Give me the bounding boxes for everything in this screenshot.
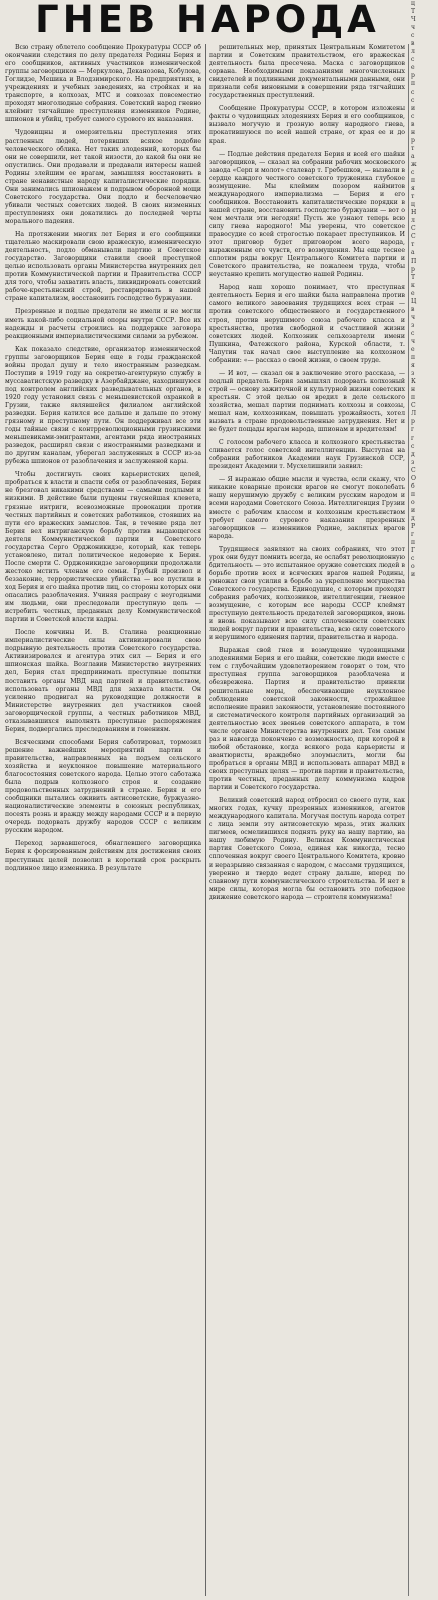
left-column-paragraph: Всю страну облетело сообщение Прокуратуры СССР об окончании следствия по делу предателя Родины Берия и его сообщников, активных участников изменнической группы заговорщиков — Меркулова, Деканозова, Кобулова, Гоглидзе, Мешика и Влодзимирского. На предприятиях, в учреждениях и учебных заведениях, на стройках и на транспорте, в колхозах, МТС и совхозах повсеместно проходят многолюдные собрания. Советский народ гневно клеймит тягчайшие преступления изменников Родине, шпионов и убийц, требует самого сурового их наказания. [5, 44, 201, 124]
left-column-paragraph: Как показало следствие, организатор изменнической группы заговорщиков Берия еще в годы гражданской войны продал душу и тело иностранным разведкам. Поступив в 1919 году на секретно-агентурную службу в муссаватистскую разведку в Азербайджане, находившуюся под контролем английских разведывательных органов, в 1920 году установил связь с меньшевистской охранкой в Грузии, также являвшейся филиалом английской разведки. Берия катился все дальше и дальше по этому грязному и преступному пути. Он поддерживал все эти годы тайные связи с контрреволюционными грузинскими меньшевиками-эмигрантами, агентами ряда иностранных разведок, расширял связи с иностранными разведками и по другим каналам, уберегал заслуженных в СССР из-за рубежа шпионов от разоблачения и заслуженной кары. [5, 345, 201, 466]
edge-fragment: в [411, 40, 415, 48]
edge-fragment: л [411, 48, 415, 56]
edge-fragment: К [411, 378, 416, 386]
middle-column-paragraph: Народ наш хорошо понимает, что преступная деятельность Берия и его шайки была направлена против самого великого завоевания трудящихся всех стран — против советского общественного и государственного строя, против нерушимого союза рабочего класса и крестьянства, против свободной и счастливой жизни советских людей. Колхозник сельхозартели имени Пушкина, Фатежского района, Курской области, т. Чапутин так начал свое выступление на колхозном собрании: «— рассказ о своей жизни, о своем труде. [209, 284, 405, 364]
edge-fragment: р [411, 136, 415, 144]
edge-fragment: р [411, 418, 415, 426]
left-column-paragraph: Переход зарвавшегося, обнаглевшего заговорщика Берия к форсированным действиям для достижения своих преступных целей позволил в короткий срок раскрыть подлинное лицо изменника. В результате [5, 840, 201, 872]
edge-fragment: и [411, 506, 416, 514]
edge-fragment: т [411, 144, 415, 152]
edge-fragment: с [411, 32, 415, 40]
edge-fragment: я [411, 362, 415, 370]
edge-fragment: д [411, 450, 415, 458]
edge-fragment: Ц [411, 297, 417, 305]
edge-fragment: Н [411, 209, 417, 217]
edge-fragment: ц [411, 0, 415, 7]
middle-column-paragraph: — И вот, — сказал он в заключение этого рассказа, — подлый предатель Берия замышлял подорвать колхозный строй — основу зажиточной и культурной жизни советских крестьян. С этой целью он вредил в деле сельского хозяйства, мешал партии поднимать колхозы и совхозы, мешал нам, колхозникам, повышать урожайность, хотел вызвать в стране продовольственные затруднения. Нет и не будет пощады врагам народа, шпионам и вредителям! [209, 369, 405, 434]
edge-fragment: в [411, 120, 415, 128]
adjacent-column-fragment [411, 0, 438, 1600]
headline: ГНЕВ НАРОДА [35, 0, 380, 41]
middle-column-paragraph: — Я выражаю общие мысли и чувства, если скажу, что никакие коварные происки врагов не смогут поколебать нашу нерушимую дружбу с великим русским народом и всеми народами Советского Союза. Интеллигенция Грузии вместе с рабочим классом и колхозным крестьянством требует самого сурового наказания презренных заговорщиков — изменников Родине, заклятых врагов народа. [209, 476, 405, 540]
edge-fragment: п [411, 177, 416, 185]
left-column-paragraph: Всяческими способами Берия саботировал, тормозил решение важнейших мероприятий партии и правительства, направленных на подъем сельского хозяйства и неуклонное повышение материального благосостояния советского народа. Целью этого саботажа была подрыв колхозного строя и создание продовольственных затруднений в стране. Берия и его сообщники пытались оживить антисоветские, буржуазно-националистические элементы в союзных республиках, посеять рознь и вражду между народами СССР и в первую очередь подорвать дружбу народов СССР с великим русским народом. [5, 738, 201, 835]
edge-fragment: е [411, 289, 415, 297]
middle-column-paragraph: — Подлые действия предателя Берия и всей его шайки заговорщиков, — сказал на собрании рабочих московского завода «Серп и молот» сталевар т. Гребешков, — вызвали в сердце каждого честного советского труженика глубокое возмущение. Мы клеймим позором наймитов международного империализма — Берия и его сообщников. Восстановить капиталистические порядки в нашей стране, восстановить господство буржуазии — вот о чем мечтали эти негодяи! Пусть же узнают теперь всю силу гнева народного! Мы уверены, что советское правосудие со всей строгостью покарает преступников. И этот приговор будет приговором всего народа, выраженным его чувств, его возмущения. Мы еще теснее сплотим ряды вокруг Центрального Комитета партии и Советского правительства, не пожалеем труда, чтобы неустанно крепить могущество нашей Родины. [209, 150, 405, 279]
edge-fragment: з [411, 458, 415, 466]
edge-fragment: г [411, 434, 415, 442]
edge-fragment: л [411, 217, 415, 225]
edge-fragment: в [411, 305, 415, 313]
edge-fragment: п [411, 539, 416, 547]
left-column-paragraph: Чтобы достигнуть своих карьеристских целей, пробраться к власти и спасти себя от разоблачения, Берия не брезговал никакими средствами — самыми подлыми и низкими. В действие были пущены гнуснейшая клевета, грязные интриги, всевозможные провокации против честных партийных и советских работников, стоявших на пути его вражеских замыслов. Так, в течение ряда лет Берия вел интриганскую борьбу против выдающегося деятеля Коммунистической партии и Советского государства Серго Орджоникидзе, который, как теперь установлено, питал политическое недоверие к Берия. После смерти С. Орджоникидзе заговорщики продолжали жестоко мстить членам его семьи. Грубый произвол и беззаконие, террористические убийства — все пустили в ход Берия и его шайка против лиц, со стороны которых они опасались разоблачения. Учиняя расправу с неугодными им людьми, они преследовали преступную цель — истребить честных, преданных делу Коммунистической партии и Советской власти кадры. [5, 471, 201, 624]
edge-fragment: с [411, 442, 415, 450]
middle-column-paragraph: решительных мер, принятых Центральным Комитетом партии и Советским правительством, его вражеская деятельность была пресечена. Маска с заговорщиков сорвана. Необходимыми показаниями многочисленных свидетелей и подлинными документальными данными, они признали себя виновными в совершении ряда тягчайших государственных преступлений. [209, 44, 405, 100]
edge-fragment: п [411, 354, 416, 362]
edge-fragment: а [411, 152, 415, 160]
edge-fragment: с [411, 56, 415, 64]
edge-fragment: и [411, 571, 416, 579]
edge-fragment: и [411, 104, 416, 112]
edge-fragment: с [411, 555, 415, 563]
edge-fragment: Р [411, 523, 416, 531]
edge-fragment: ц [411, 201, 415, 209]
edge-fragment: Т [411, 8, 416, 16]
edge-fragment: Ч [411, 16, 416, 24]
edge-fragment: р [411, 72, 415, 80]
edge-fragment: з [411, 370, 415, 378]
edge-fragment: г [411, 426, 415, 434]
edge-fragment: п [411, 80, 416, 88]
edge-fragment: т [411, 193, 415, 201]
article-column-middle [209, 44, 405, 1596]
edge-fragment: ч [411, 24, 416, 32]
edge-fragment: П [411, 257, 417, 265]
edge-fragment: о [411, 498, 415, 506]
edge-fragment: с [411, 168, 415, 176]
edge-fragment: з [411, 321, 415, 329]
edge-fragment: С [411, 225, 416, 233]
edge-fragment: ж [411, 160, 417, 168]
edge-fragment: е [411, 64, 415, 72]
middle-column-paragraph: Трудящиеся заявляют на своих собраниях, что этот урок они будут помнить всегда, не ослабят революционную бдительность — это испытанное оружие советских людей в борьбе против всех и всяческих врагов нашей Родины, умножат свои усилия в борьбе за укрепление могущества Советского государства. Единодушие, с которым проходят собрания рабочих, колхозников, интеллигенции, гневное возмущение, с которым все народы СССР клеймят преступную деятельность предателей заговорщиков, вновь и вновь показывают всю силу сплоченности советских людей вокруг партии и правительства, всю силу советского и нерушимого единения партии, правительства и народа. [209, 545, 405, 642]
edge-fragment: С [411, 402, 416, 410]
edge-fragment: г [411, 531, 415, 539]
middle-column-paragraph: Сообщение Прокуратуры СССР, в котором изложены факты о чудовищных злодеяниях Берия и его сообщников, вызвало могучую и грозную волну народного гнева, прокатившуюся по всей нашей стране, от края ее и до края. [209, 105, 405, 145]
middle-column-paragraph: Великий советский народ отбросил со своего пути, как многих годах, кучку презренных изменников, агентов международного капитала. Могучая поступь народа сотрет с лица земли эту антисоветскую мразь, этих жалких пигмеев, осмелившихся поднять руку на нашу партию, на нашу любимую Родину. Великая Коммунистическая партия Советского Союза, единая как никогда, тесно сплоченная вокруг своего Центрального Комитета, кровно и неразрывно связанная с народом, с массами трудящихся, уверенно и твердо ведет страну дальше, вперед по славному пути коммунистического строительства. И нет в мире силы, которая могла бы остановить это победное движение советского народа — строителя коммунизма! [209, 797, 405, 901]
article-column-left [5, 44, 201, 1596]
edge-fragment: ч [411, 337, 416, 345]
edge-fragment: н [411, 386, 416, 394]
edge-fragment: С [411, 466, 416, 474]
edge-fragment: е [411, 346, 415, 354]
edge-fragment: р [411, 265, 415, 273]
edge-fragment: О [411, 474, 416, 482]
middle-column-paragraph: С голосом рабочего класса и колхозного крестьянства сливается голос советской интеллигенции. Выступая на собрании работников Академии наук Грузинской ССР, президент Академии т. Мусхелишвили заявил: [209, 439, 405, 471]
edge-fragment: Т [411, 273, 416, 281]
edge-fragment: п [411, 490, 416, 498]
edge-fragment: а [411, 249, 415, 257]
edge-fragment: с [411, 88, 415, 96]
edge-fragment: н [411, 128, 416, 136]
edge-fragment: д [411, 515, 415, 522]
edge-fragment: б [411, 482, 415, 490]
edge-fragment: я [411, 185, 415, 193]
edge-fragment: о [411, 563, 415, 571]
edge-fragment: ч [411, 313, 416, 321]
left-column-paragraph: На протяжении многих лет Берия и его сообщники тщательно маскировали свою вражескую, изменническую деятельность, подло обманывали партию и Советское государство. Заговорщики ставили своей преступной целью использовать органы Министерства внутренних дел против Коммунистической партии и Правительства СССР для того, чтобы захватить власть, ликвидировать советский рабоче-крестьянский строй, реставрировать в нашей стране капитализм, восстановить господство буржуазии. [5, 231, 201, 303]
edge-fragment: Г [411, 547, 416, 555]
edge-fragment: С [411, 233, 416, 241]
edge-fragment: Л [411, 410, 417, 418]
edge-fragment: т [411, 241, 415, 249]
edge-fragment: к [411, 281, 415, 289]
edge-fragment: п [411, 394, 416, 402]
column-divider-right [408, 44, 409, 1596]
column-divider [205, 44, 206, 1596]
edge-fragment: с [411, 329, 415, 337]
left-column-paragraph: После кончины И. В. Сталина реакционные империалистические силы активизировали свою подрывную деятельность против Советского государства. Активизировался и агентура этих сил — Берия и его шпионская шайка. Возглавив Министерство внутренних дел, Берия стал предпринимать преступные попытки поставить органы МВД над партией и правительством, использовать органы МВД для захвата власти. Он усиленно продвигал на руководящие должности в Министерстве внутренних дел участников своей заговорщической группы, а честных работников МВД, отказывавшихся выполнять преступные распоряжения Берия, подвергались преследованиям и гонениям. [5, 629, 201, 733]
left-column-paragraph: Чудовищны и омерзительны преступления этих растленных людей, потерявших всякое подобие человеческого облика. Нет таких злодеяний, которых бы они не совершили, нет такой низости, до какой бы они не опустились. Они продавали и предавали интересы нашей Родины злейшим ее врагам, замышляя восстановить в стране ненавистные народу капиталистические порядки. Они занимались шпионажем и подрывом оборонной мощи Советского государства. Они подло и бесчеловечно убивали честных советских людей. В своих низменных преступлениях они докатились до последней черты морального падения. [5, 129, 201, 225]
middle-column-paragraph: Выражая свой гнев и возмущение чудовищными злодеяниями Берия и его шайки, советские люди вместе с тем с глубочайшим удовлетворением говорят о том, что преступная группа заговорщиков разоблачена и обезврежена. Партия и правительство приняли решительные меры, обеспечивающие неуклонное соблюдение советской законности, строжайшее исполнение правил законности, установление постоянного и систематического контроля партийных организаций за деятельностью всех звеньев советского аппарата, в том числе органов Министерства внутренних дел. Тем самым раз и навсегда покончено с возможностью, при которой в любой обстановке, когда всякого рода карьеристы и авантюристы, враждебно злоумыслить, могли бы пробраться в органы МВД и использовать аппарат МВД в своих преступных целях — против партии и правительства, против честных, преданных делу коммунизма кадров партии и Советского государства. [209, 647, 405, 792]
left-column-paragraph: Презренные и подлые предатели не имели и не могли иметь какой-либо социальной опоры внутри СССР. Все их надежды и расчеты строились на поддержке заговора реакционными империалистическими силами за рубежом. [5, 308, 201, 340]
edge-fragment: с [411, 112, 415, 120]
edge-fragment: с [411, 96, 415, 104]
